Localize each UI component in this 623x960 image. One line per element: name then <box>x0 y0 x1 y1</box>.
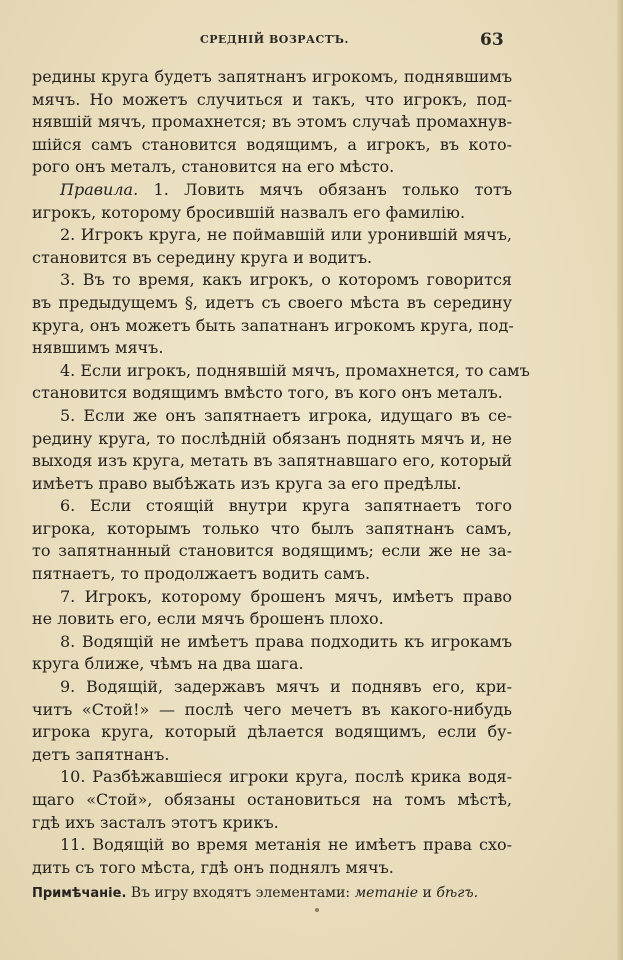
paper-speck <box>315 908 319 912</box>
rule-5-line: 5. Если же онъ запятнаетъ игрока, идущаго въ се- <box>60 405 512 425</box>
rule-1-line: игрокъ, которому бросившій назвалъ его фамилію. <box>32 202 466 222</box>
rule-9-line: детъ запятнанъ. <box>32 744 170 764</box>
footnote <box>32 881 512 905</box>
rule-6-line: 6. Если стоящій внутри круга запятнаетъ того <box>60 496 512 516</box>
rule-11-line: 11. Водящій во время метанія не имѣетъ права схо- <box>60 835 512 855</box>
rule-3-line: нявшимъ мячъ. <box>32 338 164 358</box>
rule-6-line: то запятнанный становится водящимъ; если же не за- <box>32 541 512 561</box>
rule-4-line: 4. Если игрокъ, поднявшій мячъ, промахнется, то самъ <box>60 360 530 380</box>
rule-3-line: 3. Въ то время, какъ игрокъ, о которомъ говорится <box>60 270 512 290</box>
rule-5-line: редину круга, то послѣдній обязанъ поднять мячъ и, не <box>32 428 512 448</box>
rule-8-line: 8. Водящій не имѣетъ права подходить къ игрокамъ <box>60 631 512 651</box>
rule-6-line: пятнаетъ, то продолжаетъ водить самъ. <box>32 564 371 584</box>
note-term-running: бѣгъ. <box>436 885 479 902</box>
rule-9-line: 9. Водящій, задержавъ мячъ и поднявъ его, кри- <box>60 677 512 697</box>
rule-8-line: круга ближе, чѣмъ на два шага. <box>32 654 304 674</box>
rules-heading: Правила. <box>60 179 139 199</box>
running-head: СРЕДНІЙ ВОЗРАСТЪ. <box>200 33 349 46</box>
rule-9-line: читъ «Стой!» — послѣ чего мечетъ въ какого-нибудь <box>32 699 512 719</box>
rule-6-line: игрока, которымъ только что былъ запятнанъ самъ, <box>32 518 512 538</box>
text-line: шійся самъ становится водящимъ, а игрокъ, въ кото- <box>32 134 512 154</box>
rule-2-line: 2. Игрокъ круга, не поймавшій или уронившій мячъ, <box>60 225 512 245</box>
rule-3-line: въ предыдущемъ §, идетъ съ своего мѣста въ середину <box>32 292 512 312</box>
rule-3-line: круга, онъ можетъ быть запатнанъ игрокомъ круга, под- <box>32 315 514 335</box>
note-text: Въ игру входятъ элементами: <box>130 885 351 902</box>
page-number: 63 <box>480 30 504 50</box>
rule-1-first-line: 1. Ловить мячъ обязанъ только тотъ <box>153 179 512 199</box>
text-line: рого онъ металъ, становится на его мѣсто. <box>32 157 395 177</box>
text-line: редины круга будетъ запятнанъ игрокомъ, поднявшимъ <box>32 67 512 86</box>
rules-heading-line <box>32 179 512 202</box>
body-text <box>32 66 530 905</box>
note-label: Примѣчаніе. <box>32 886 127 902</box>
rule-10-line: гдѣ ихъ засталъ этотъ крикъ. <box>32 812 279 832</box>
rule-2-line: становится въ середину круга и водитъ. <box>32 247 373 267</box>
page-edge <box>617 0 623 960</box>
rule-7-line: 7. Игрокъ, которому брошенъ мячъ, имѣетъ право <box>60 586 512 606</box>
rule-11-line: дить съ того мѣста, гдѣ онъ поднялъ мячъ. <box>32 857 394 877</box>
rule-10-line: 10. Разбѣжавшіеся игроки круга, послѣ крика водя- <box>60 767 512 787</box>
rule-10-line: щаго «Стой», обязаны остановиться на томъ мѣстѣ, <box>32 790 512 809</box>
note-conjunction: и <box>422 885 432 902</box>
rule-4-line: становится водящимъ вмѣсто того, въ кого онъ металъ. <box>32 383 503 403</box>
rule-5-line: выходя изъ круга, метать въ запятнавшаго его, который <box>32 451 512 471</box>
rule-9-line: игрока круга, который дѣлается водящимъ, если бу- <box>32 722 512 742</box>
rule-7-line: не ловить его, если мячъ брошенъ плохо. <box>32 609 384 629</box>
rule-5-line: имѣетъ право выбѣжать изъ круга за его предѣлы. <box>32 473 462 493</box>
note-term-throwing: метаніе <box>354 885 419 902</box>
text-line: мячъ. Но можетъ случиться и такъ, что игрокъ, под- <box>32 89 512 109</box>
text-line: нявшій мячъ, промахнется; въ этомъ случаѣ промахнув- <box>32 112 512 132</box>
